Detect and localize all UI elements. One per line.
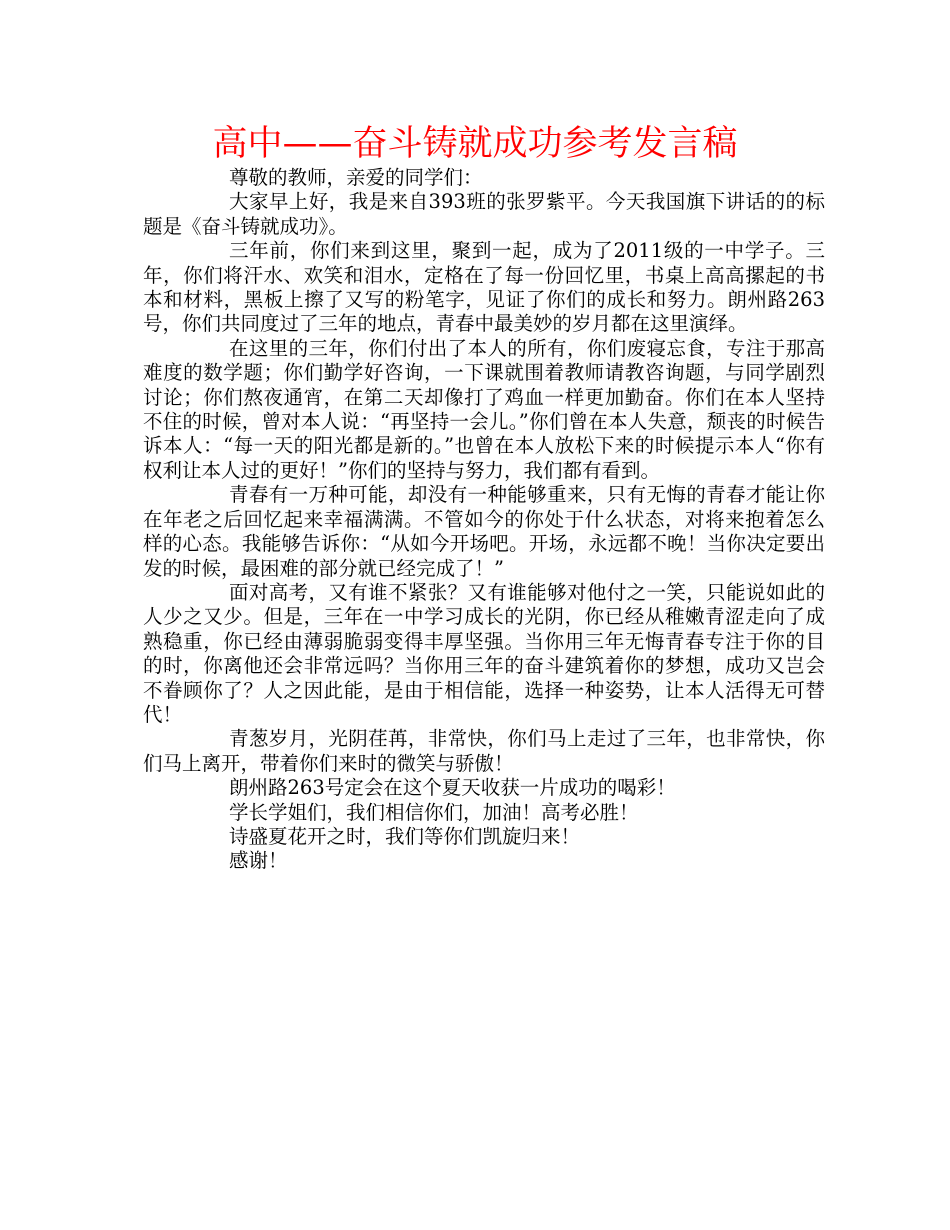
speech-body [143,166,825,874]
closing-line: 诗盛夏花开之时，我们等你们凯旋归来！ [229,824,581,848]
body-paragraph: 三年前，你们来到这里，聚到一起，成为了2011级的一中学子。三年，你们将汗水、欢笑和泪水，定格在了每一份回忆里，书桌上高高摞起的书本和材料，黑板上擦了又写的粉笔字，见证了你们的成长和努力。朗州路263号，你们共同度过了三年的地点，青春中最美妙的岁月都在这里演绎。 [143,239,825,336]
body-paragraph: 面对高考，又有谁不紧张？又有谁能够对他付之一笑，只能说如此的人少之又少。但是，三年在一中学习成长的光阴，你已经从稚嫩青涩走向了成熟稳重，你已经由薄弱脆弱变得丰厚坚强。当你用三年无悔青春专注于你的目的时，你离他还会非常远吗？当你用三年的奋斗建筑着你的梦想，成功又岂会不眷顾你了？人之因此能，是由于相信能，选择一种姿势，让本人活得无可替代！ [143,580,825,726]
thanks-line: 感谢！ [229,849,288,873]
body-paragraph: 青葱岁月，光阴荏苒，非常快，你们马上走过了三年，也非常快，你们马上离开，带着你们来时的微笑与骄傲！ [143,727,825,775]
closing-line: 学长学姐们，我们相信你们，加油！高考必胜！ [229,800,639,824]
document-title: 高中——奋斗铸就成功参考发言稿 [212,124,738,164]
greeting-paragraph: 尊敬的教师，亲爱的同学们： [229,166,483,189]
intro-paragraph: 大家早上好，我是来自393班的张罗紫平。今天我国旗下讲话的的标题是《奋斗铸就成功》。 [143,190,825,238]
body-paragraph: 青春有一万种可能，却没有一种能够重来，只有无悔的青春才能让你在年老之后回忆起来幸福满满。不管如今的你处于什么状态，对将来抱着怎么样的心态。我能够告诉你：“从如今开场吧。开场，永远都不晚！当你决定要出发的时候，最困难的部分就已经完成了！” [143,483,825,580]
closing-line: 朗州路263号定会在这个夏天收获一片成功的喝彩！ [229,776,676,800]
body-paragraph: 在这里的三年，你们付出了本人的所有，你们废寝忘食，专注于那高难度的数学题；你们勤学好咨询，一下课就围着教师请教咨询题，与同学剧烈讨论；你们熬夜通宵，在第二天却像打了鸡血一样更加勤奋。你们在本人坚持不住的时候，曾对本人说：“再坚持一会儿。”你们曾在本人失意，颓丧的时候告诉本人：“每一天的阳光都是新的。”也曾在本人放松下来的时候提示本人“你有权利让本人过的更好！”你们的坚持与努力，我们都有看到。 [143,336,825,482]
